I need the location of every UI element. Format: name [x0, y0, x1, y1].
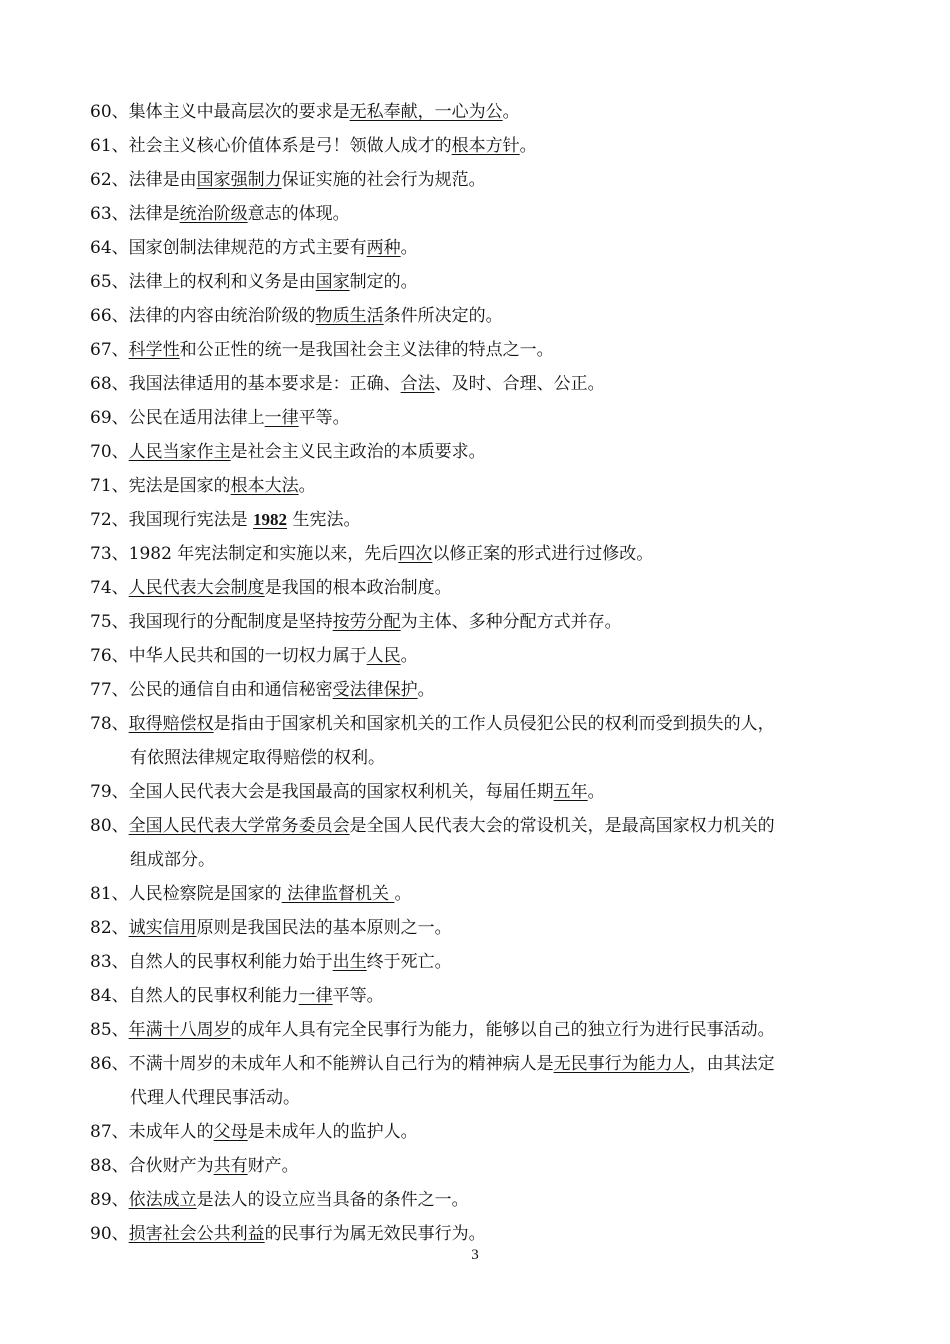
list-item: 73、1982 年宪法制定和实施以来，先后四次以修正案的形式进行过修改。 [90, 544, 654, 564]
answer-blank: 依法成立 [128, 1190, 197, 1210]
answer-blank: 无私奉献，一心为公 [349, 102, 503, 122]
list-item: 77、公民的通信自由和通信秘密受法律保护。 [90, 680, 435, 700]
list-item: 68、我国法律适用的基本要求是：正确、合法、及时、合理、公正。 [90, 374, 605, 394]
list-item: 61、社会主义核心价值体系是弓！领做人成才的根本方针。 [90, 136, 537, 156]
list-item: 60、集体主义中最高层次的要求是无私奉献，一心为公。 [90, 102, 520, 122]
list-item: 72、我国现行宪法是 1982 生宪法。 [90, 510, 361, 530]
list-item: 79、全国人民代表大会是我国最高的国家权利机关，每届任期五年。 [90, 782, 605, 802]
answer-blank: 受法律保护 [332, 680, 418, 700]
answer-blank: 五年 [553, 782, 588, 802]
list-item: 82、诚实信用原则是我国民法的基本原则之一。 [90, 918, 452, 938]
answer-blank: 国家强制力 [196, 170, 282, 190]
answer-blank: 共有 [213, 1156, 248, 1176]
list-item: 89、依法成立是法人的设立应当具备的条件之一。 [90, 1190, 469, 1210]
list-item: 78、取得赔偿权是指由于国家机关和国家机关的工作人员侵犯公民的权利而受到损失的人， 有依照法律规定取得赔偿的权利。 [90, 714, 775, 768]
list-item: 87、未成年人的父母是未成年人的监护人。 [90, 1122, 418, 1142]
list-item: 81、人民检察院是国家的 法律监督机关 。 [90, 884, 412, 904]
answer-blank: 根本大法 [230, 476, 299, 496]
list-item: 63、法律是统治阶级意志的体现。 [90, 204, 350, 224]
answer-blank: 诚实信用 [128, 918, 197, 938]
list-item: 75、我国现行的分配制度是坚持按劳分配为主体、多种分配方式并存。 [90, 612, 622, 632]
list-item: 86、不满十周岁的未成年人和不能辨认自己行为的精神病人是无民事行为能力人，由其法定 代理人代理民事活动。 [90, 1054, 775, 1108]
year-value: 1982 [253, 510, 288, 529]
list-item: 84、自然人的民事权利能力一律平等。 [90, 986, 384, 1006]
list-item: 66、法律的内容由统治阶级的物质生活条件所决定的。 [90, 306, 503, 326]
answer-blank: 一律 [298, 986, 333, 1006]
answer-blank: 取得赔偿权 [128, 714, 214, 734]
page-number: 3 [471, 1247, 479, 1263]
list-item: 65、法律上的权利和义务是由国家制定的。 [90, 272, 418, 292]
answer-blank: 统治阶级 [179, 204, 248, 224]
item-list [90, 95, 880, 1251]
answer-blank: 人民代表大会制度 [128, 578, 265, 598]
list-item: 83、自然人的民事权利能力始于出生终于死亡。 [90, 952, 452, 972]
list-item: 64、国家创制法律规范的方式主要有两种。 [90, 238, 418, 258]
answer-blank: 全国人民代表大学常务委员会 [128, 816, 350, 836]
answer-blank: 科学性 [128, 340, 180, 360]
list-item: 85、年满十八周岁的成年人具有完全民事行为能力，能够以自己的独立行为进行民事活动。 [90, 1020, 775, 1040]
list-item: 74、人民代表大会制度是我国的根本政治制度。 [90, 578, 452, 598]
list-item: 90、损害社会公共利益的民事行为属无效民事行为。 [90, 1224, 486, 1244]
list-item: 62、法律是由国家强制力保证实施的社会行为规范。 [90, 170, 486, 190]
answer-blank [253, 510, 287, 530]
answer-blank: 四次 [398, 544, 433, 564]
answer-blank: 按劳分配 [332, 612, 401, 632]
answer-blank: 无民事行为能力人 [553, 1054, 690, 1074]
answer-blank: 物质生活 [315, 306, 384, 326]
answer-blank: 人民 [366, 646, 401, 666]
answer-blank: 根本方针 [451, 136, 520, 156]
list-item: 80、全国人民代表大学常务委员会是全国人民代表大会的常设机关，是最高国家权力机关的 组成部分。 [90, 816, 775, 870]
answer-blank: 合法 [400, 374, 435, 394]
answer-blank: 两种 [366, 238, 401, 258]
list-item: 70、人民当家作主是社会主义民主政治的本质要求。 [90, 442, 486, 462]
list-item: 76、中华人民共和国的一切权力属于人民。 [90, 646, 418, 666]
answer-blank: 法律监督机关 [281, 884, 395, 904]
answer-blank: 父母 [213, 1122, 248, 1142]
answer-blank: 损害社会公共利益 [128, 1224, 265, 1244]
answer-blank: 人民当家作主 [128, 442, 231, 462]
list-item: 69、公民在适用法律上一律平等。 [90, 408, 350, 428]
answer-blank: 一律 [264, 408, 299, 428]
answer-blank: 出生 [332, 952, 367, 972]
answer-blank: 国家 [315, 272, 350, 292]
answer-blank: 年满十八周岁 [128, 1020, 231, 1040]
list-item: 88、合伙财产为共有财产。 [90, 1156, 299, 1176]
list-item: 67、科学性和公正性的统一是我国社会主义法律的特点之一。 [90, 340, 554, 360]
list-item: 71、宪法是国家的根本大法。 [90, 476, 316, 496]
